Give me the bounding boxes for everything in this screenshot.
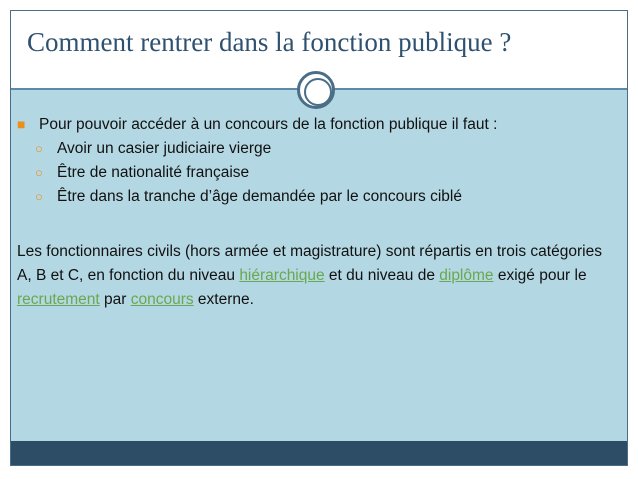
sub-bullet-text: Être de nationalité française (57, 164, 250, 181)
paragraph-text: Les fonctionnaires civils (hors armée et magistrature) sont répartis en trois catégories A, B et C, en fonction du niveau (17, 243, 602, 284)
slide-title: Comment rentrer dans la fonction publique ? (27, 27, 512, 57)
sub-bullet-text: Avoir un casier judiciaire vierge (57, 140, 272, 157)
content-area (11, 90, 627, 443)
footer-bar (11, 441, 627, 465)
bullet-item (17, 112, 497, 137)
sub-bullet-item (17, 137, 497, 161)
bullet-list (17, 112, 497, 209)
hollow-circle-bullet-icon: ○ (35, 141, 43, 156)
sub-bullet-text: Être dans la tranche d’âge demandée par le concours ciblé (57, 188, 462, 205)
hollow-circle-bullet-icon: ○ (35, 189, 43, 204)
link-concours[interactable]: concours (130, 291, 194, 308)
link-hierarchique[interactable]: hiérarchique (239, 267, 325, 284)
paragraph-text: par (99, 291, 131, 308)
hollow-circle-bullet-icon: ○ (35, 165, 43, 180)
paragraph-text: exigé pour le (493, 267, 587, 284)
bullet-text: Pour pouvoir accéder à un concours de la fonction publique il faut : (39, 116, 498, 133)
slide (10, 10, 628, 466)
sub-bullet-item (17, 185, 497, 209)
description-paragraph (17, 240, 607, 312)
link-diplome[interactable]: diplôme (439, 267, 494, 284)
link-recrutement[interactable]: recrutement (17, 291, 100, 308)
paragraph-text: et du niveau de (324, 267, 440, 284)
double-circle-ornament-icon (297, 71, 335, 109)
sub-bullet-item (17, 161, 497, 185)
filled-square-bullet-icon: ■ (17, 116, 26, 132)
paragraph-text: externe. (193, 291, 254, 308)
